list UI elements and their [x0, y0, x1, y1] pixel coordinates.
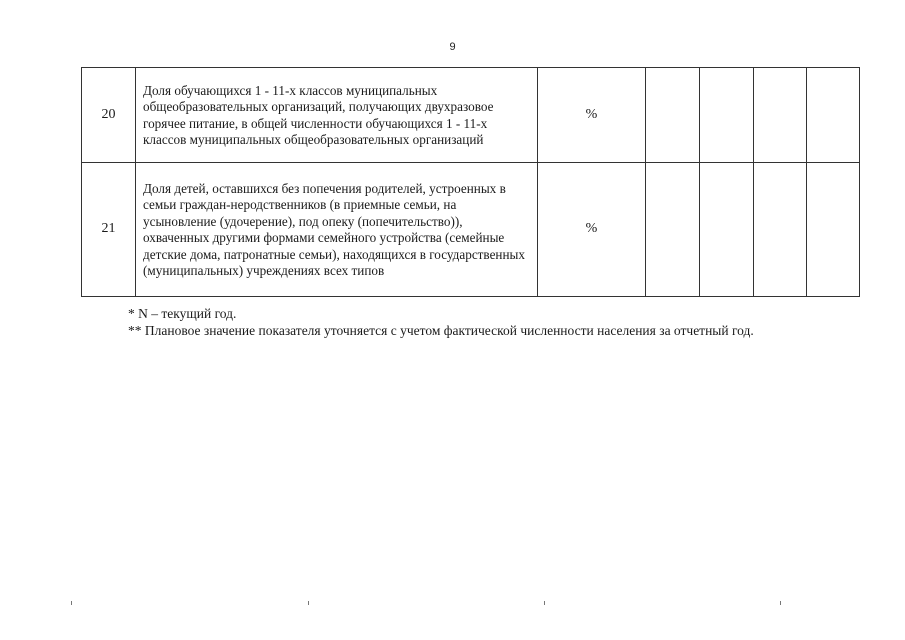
value-cell [700, 68, 754, 163]
scan-mark [71, 601, 72, 605]
value-cell [700, 163, 754, 297]
value-cell [807, 68, 860, 163]
value-cell [754, 163, 807, 297]
footnote-current-year: * N – текущий год. [128, 306, 237, 321]
indicator-description: Доля детей, оставшихся без попечения родителей, устроенных в семьи граждан-неродственников (в приемные семьи, на усыновление (удочерение), под опеку (попечительство)), охваченных другими формами семейного устройства (семейные детские дома, патронатные семьи), находящихся в государственных (муниципальных) учреждениях всех типов [136, 163, 538, 297]
scan-mark [544, 601, 545, 605]
value-cell [754, 68, 807, 163]
footnote-planned-value: ** Плановое значение показателя уточняется с учетом фактической численности населения за отчетный год. [128, 323, 754, 338]
scan-mark [308, 601, 309, 605]
scan-mark [780, 601, 781, 605]
page-number: 9 [449, 41, 456, 53]
indicator-description: Доля обучающихся 1 - 11-х классов муниципальных общеобразовательных организаций, получающих двухразовое горячее питание, в общей численности обучающихся 1 - 11-х классов муниципальных общеобразовательных организаций [136, 68, 538, 163]
unit-cell: % [538, 68, 646, 163]
unit-cell: % [538, 163, 646, 297]
footnotes [128, 305, 754, 339]
indicators-table [81, 67, 860, 297]
table-row [82, 163, 860, 297]
value-cell [646, 68, 700, 163]
value-cell [807, 163, 860, 297]
value-cell [646, 163, 700, 297]
table-row [82, 68, 860, 163]
row-number: 20 [82, 68, 136, 163]
row-number: 21 [82, 163, 136, 297]
